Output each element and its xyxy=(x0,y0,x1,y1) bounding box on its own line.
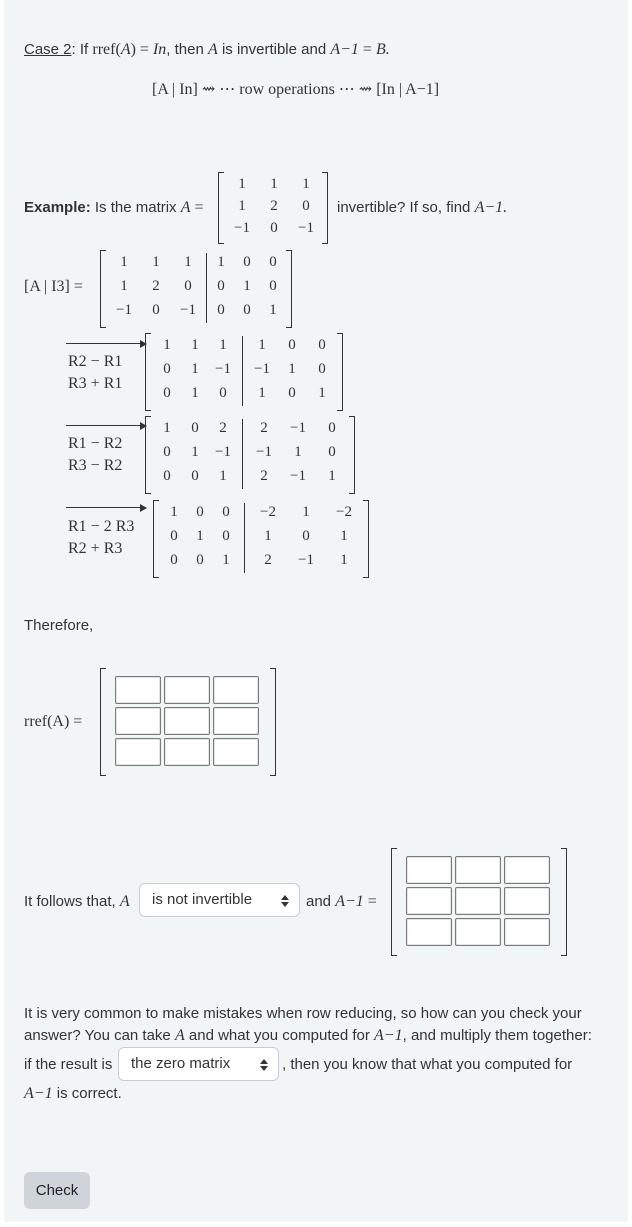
example-tail: invertible? If so, find A−1. xyxy=(337,199,508,216)
result-select-value: the zero matrix xyxy=(131,1055,231,1072)
augment-cell: 1 xyxy=(294,444,302,460)
rref-input-r1c3[interactable] xyxy=(213,676,259,704)
matrix-cell: 0 xyxy=(302,198,310,214)
matrix-cell: 2 xyxy=(219,420,227,436)
matrix-cell: 1 xyxy=(163,420,171,436)
step2-ops: R1 − R2 R3 − R2 xyxy=(68,435,123,474)
matrix-cell: 0 xyxy=(163,468,171,484)
augment-cell: 0 xyxy=(243,254,251,270)
augment-divider xyxy=(244,503,245,573)
augment-cell: 0 xyxy=(318,337,326,353)
result-select[interactable] xyxy=(118,1047,279,1081)
matrix-cell: 2 xyxy=(270,198,278,214)
augment-cell: 0 xyxy=(288,337,296,353)
matrix-left-bracket xyxy=(218,172,224,244)
matrix-cell: 0 xyxy=(170,528,178,544)
augment-cell: 2 xyxy=(264,552,272,568)
augment-cell: 0 xyxy=(269,254,277,270)
step2-arrow xyxy=(66,425,146,426)
matrix-cell: −1 xyxy=(298,220,314,236)
matrix-cell: 1 xyxy=(184,254,192,270)
matrix-cell: 1 xyxy=(170,504,178,520)
matrix-cell: −1 xyxy=(215,444,231,460)
augment-cell: −1 xyxy=(290,420,306,436)
matrix-cell: 1 xyxy=(238,198,246,214)
matrix-cell: 1 xyxy=(196,528,204,544)
matrix-a xyxy=(218,172,328,244)
matrix-cell: 1 xyxy=(120,278,128,294)
matrix-cell: 1 xyxy=(191,337,199,353)
rref-input-r1c2[interactable] xyxy=(164,676,210,704)
augmented-matrix xyxy=(100,250,300,324)
matrix-cell: 0 xyxy=(191,468,199,484)
matrix-cell: 1 xyxy=(152,254,160,270)
ainv-eq-text: and A−1 = xyxy=(306,893,377,910)
augment-cell: 0 xyxy=(243,302,251,318)
augment-cell: −2 xyxy=(336,504,352,520)
rref-label: rref(A) = xyxy=(24,713,83,730)
check-button[interactable]: Check xyxy=(24,1172,90,1209)
augment-cell: 0 xyxy=(288,385,296,401)
augment-cell: −1 xyxy=(254,361,270,377)
rref-input-r1c1[interactable] xyxy=(115,676,161,704)
augmented-label: [A | I3] = xyxy=(24,278,83,295)
matrix-cell: −1 xyxy=(116,302,132,318)
augment-cell: −1 xyxy=(256,444,272,460)
matrix-cell: 0 xyxy=(170,552,178,568)
matrix-right-bracket xyxy=(322,172,328,244)
rref-answer-grid xyxy=(115,676,265,770)
augment-cell: 1 xyxy=(269,302,277,318)
augment-cell: 0 xyxy=(217,302,225,318)
matrix-cell: 1 xyxy=(302,176,310,192)
matrix-left-bracket xyxy=(153,500,159,578)
matrix-cell: 0 xyxy=(163,385,171,401)
matrix-cell: 0 xyxy=(191,420,199,436)
augment-cell: 1 xyxy=(243,278,251,294)
matrix-cell: 0 xyxy=(219,385,227,401)
ainv-input-r3c2[interactable] xyxy=(455,918,501,946)
check-para-line4: A−1 is correct. xyxy=(24,1085,122,1102)
step2-matrix xyxy=(145,416,357,492)
augment-cell: 1 xyxy=(217,254,225,270)
matrix-left-bracket xyxy=(100,250,106,328)
step1-arrow xyxy=(66,343,146,344)
rref-input-r3c1[interactable] xyxy=(115,738,161,766)
select-arrows-icon xyxy=(281,895,289,907)
matrix-cell: 0 xyxy=(163,444,171,460)
matrix-cell: 0 xyxy=(196,504,204,520)
matrix-cell: 1 xyxy=(191,361,199,377)
matrix-cell: 0 xyxy=(222,504,230,520)
augment-cell: −2 xyxy=(260,504,276,520)
ainv-input-r2c3[interactable] xyxy=(504,887,550,915)
augment-cell: 0 xyxy=(302,528,310,544)
matrix-cell: 0 xyxy=(152,302,160,318)
matrix-left-bracket xyxy=(145,416,151,494)
matrix-cell: 1 xyxy=(219,337,227,353)
ainv-input-r2c2[interactable] xyxy=(455,887,501,915)
check-para-line3a: if the result is xyxy=(24,1056,113,1073)
matrix-cell: 2 xyxy=(152,278,160,294)
ainv-input-r1c1[interactable] xyxy=(406,856,452,884)
augment-cell: 1 xyxy=(318,385,326,401)
case-statement: Case 2: If rref(A) = In, then A is invertible and A−1 = B. xyxy=(24,41,390,58)
matrix-cell: 0 xyxy=(163,361,171,377)
check-para-line3b: , then you know that what you computed for xyxy=(282,1056,573,1073)
matrix-cell: 1 xyxy=(191,444,199,460)
augment-cell: 1 xyxy=(258,337,266,353)
therefore-text: Therefore, xyxy=(24,617,94,634)
augment-cell: 0 xyxy=(318,361,326,377)
ainv-input-r1c2[interactable] xyxy=(455,856,501,884)
step3-arrow xyxy=(66,507,146,508)
rref-input-r3c2[interactable] xyxy=(164,738,210,766)
follows-text: It follows that, A xyxy=(24,893,130,910)
augment-cell: 0 xyxy=(217,278,225,294)
augment-divider xyxy=(206,253,207,323)
matrix-right-bracket xyxy=(349,416,355,494)
matrix-right-bracket xyxy=(363,500,369,578)
augment-cell: 1 xyxy=(340,528,348,544)
matrix-cell: 0 xyxy=(196,552,204,568)
rref-input-r2c3[interactable] xyxy=(213,707,259,735)
step1-matrix xyxy=(145,333,345,409)
augment-cell: 0 xyxy=(269,278,277,294)
matrix-cell: −1 xyxy=(234,220,250,236)
matrix-left-bracket xyxy=(145,333,151,411)
matrix-cell: −1 xyxy=(215,361,231,377)
check-para-line2: answer? You can take A and what you computed for A−1, and multiply them together: xyxy=(24,1027,592,1044)
matrix-cell: 1 xyxy=(120,254,128,270)
ainv-right-bracket xyxy=(561,848,567,956)
rref-input-r2c2[interactable] xyxy=(164,707,210,735)
rref-right-bracket xyxy=(270,668,276,776)
rref-input-r2c1[interactable] xyxy=(115,707,161,735)
matrix-cell: 1 xyxy=(219,468,227,484)
augment-cell: 1 xyxy=(328,468,336,484)
augment-cell: 1 xyxy=(302,504,310,520)
matrix-right-bracket xyxy=(286,250,292,328)
augment-divider xyxy=(242,419,243,489)
matrix-cell: 0 xyxy=(270,220,278,236)
augment-divider xyxy=(242,336,243,406)
augment-cell: −1 xyxy=(298,552,314,568)
ainv-input-r1c3[interactable] xyxy=(504,856,550,884)
matrix-cell: 1 xyxy=(270,176,278,192)
augment-cell: 0 xyxy=(328,444,336,460)
matrix-cell: 0 xyxy=(184,278,192,294)
ainv-input-r3c3[interactable] xyxy=(504,918,550,946)
augment-cell: 1 xyxy=(340,552,348,568)
step1-ops: R2 − R1 R3 + R1 xyxy=(68,353,123,392)
ainv-left-bracket xyxy=(391,848,397,956)
augment-cell: 2 xyxy=(260,420,268,436)
ainv-input-r2c1[interactable] xyxy=(406,887,452,915)
augment-cell: 1 xyxy=(258,385,266,401)
invertibility-select-value: is not invertible xyxy=(152,891,253,908)
check-para-line1: It is very common to make mistakes when row reducing, so how can you check your xyxy=(24,1005,582,1022)
step3-matrix xyxy=(153,500,369,576)
ainv-answer-grid xyxy=(406,856,556,950)
row-ops-flow: [A | In] ⇝ ⋯ row operations ⋯ ⇝ [In | A−1] xyxy=(152,81,440,98)
augment-cell: 0 xyxy=(328,420,336,436)
matrix-cell: 1 xyxy=(163,337,171,353)
augment-cell: 1 xyxy=(288,361,296,377)
ainv-input-r3c1[interactable] xyxy=(406,918,452,946)
augment-cell: 2 xyxy=(260,468,268,484)
matrix-cell: 0 xyxy=(222,528,230,544)
case-label: Case 2 xyxy=(24,41,72,58)
rref-left-bracket xyxy=(100,668,106,776)
invertibility-select[interactable] xyxy=(139,883,300,917)
matrix-cell: 1 xyxy=(238,176,246,192)
rref-input-r3c3[interactable] xyxy=(213,738,259,766)
augment-cell: 1 xyxy=(264,528,272,544)
step3-ops: R1 − 2 R3 R2 + R3 xyxy=(68,518,135,557)
matrix-cell: −1 xyxy=(180,302,196,318)
matrix-cell: 1 xyxy=(222,552,230,568)
select-arrows-icon xyxy=(260,1059,268,1071)
matrix-right-bracket xyxy=(337,333,343,411)
matrix-cell: 1 xyxy=(191,385,199,401)
augment-cell: −1 xyxy=(290,468,306,484)
example-prompt: Example: Is the matrix A = xyxy=(24,199,204,216)
